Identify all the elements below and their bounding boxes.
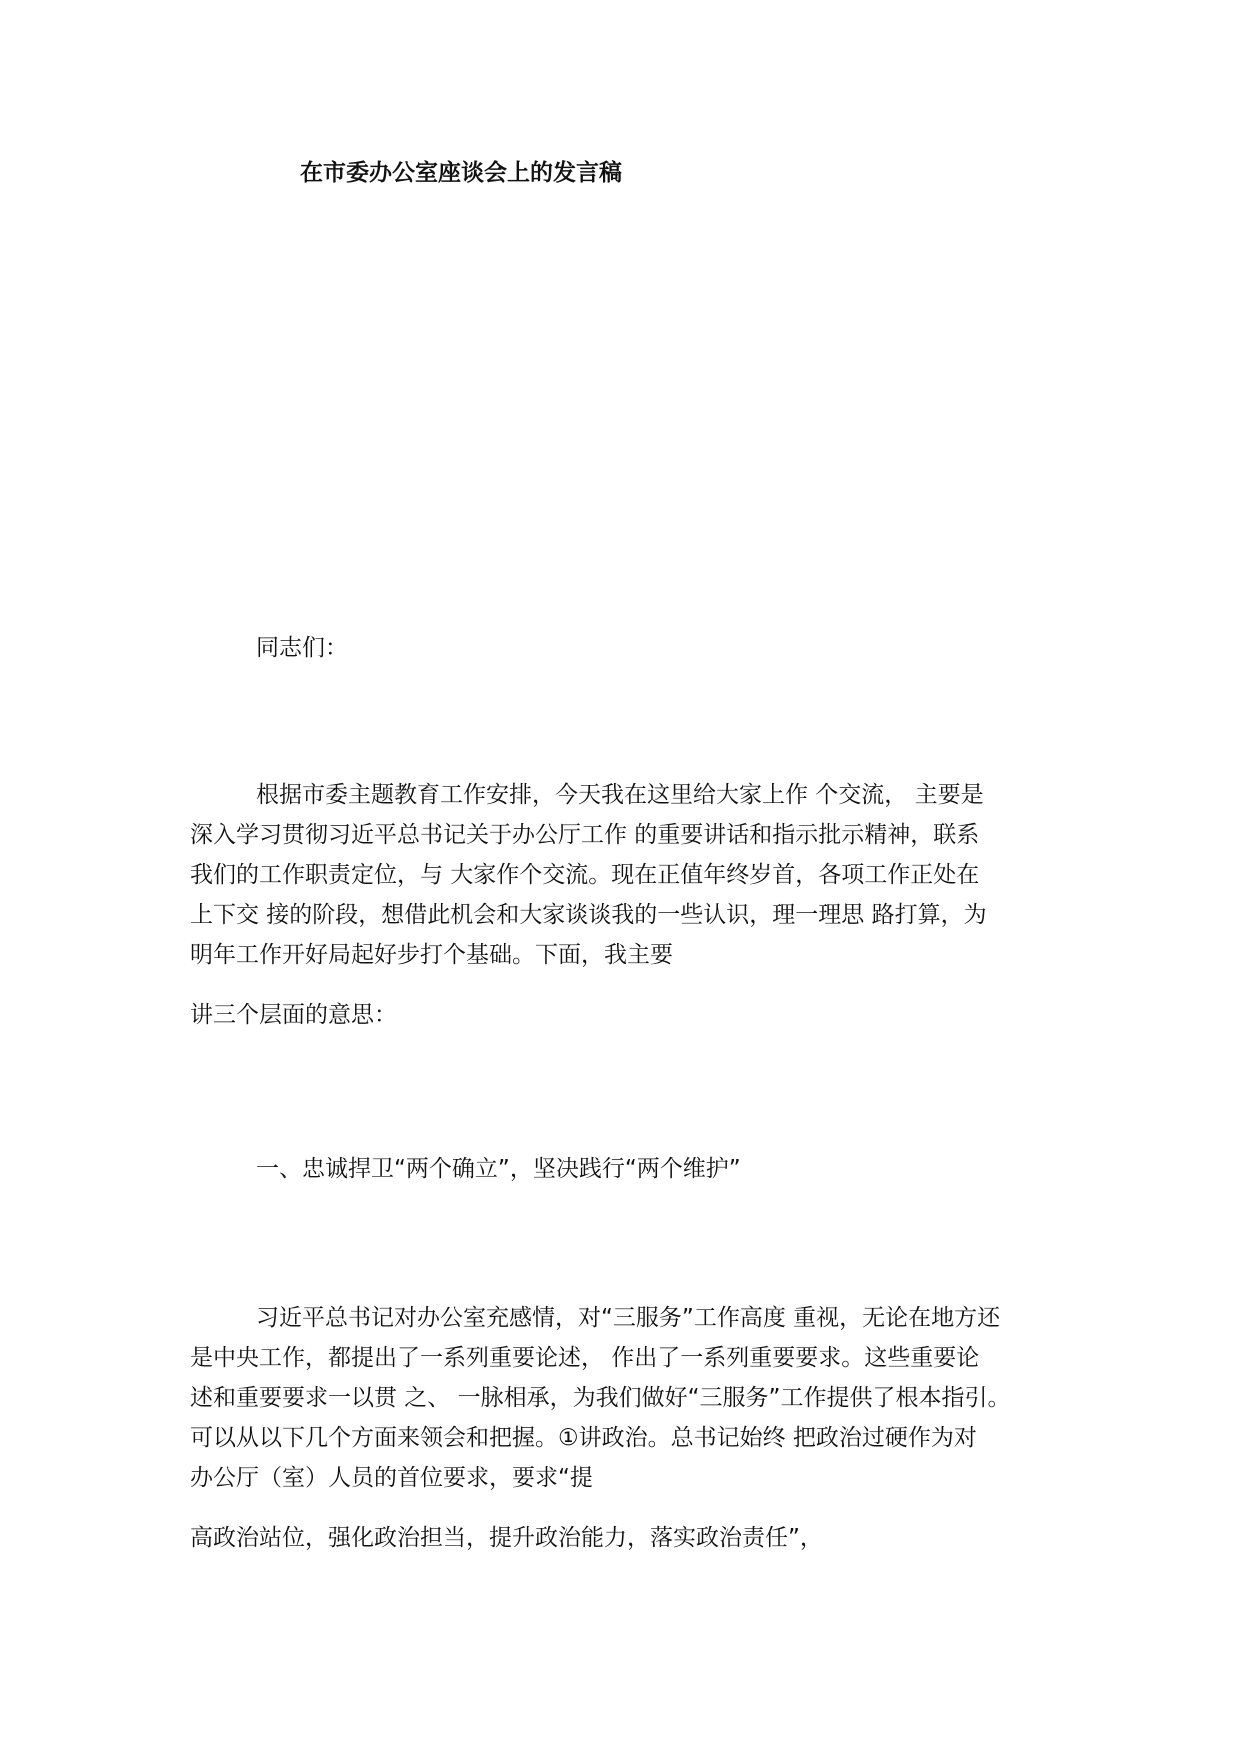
paragraph-line: 上下交 接的阶段，想借此机会和大家谈谈我的一些认识，理一理思 路打算，为	[190, 902, 987, 928]
salutation: 同志们：	[256, 635, 348, 661]
paragraph-line: 述和重要要求一以贯 之、 一脉相承，为我们做好“三服务”工作提供了根本指引。	[190, 1385, 1011, 1411]
paragraph-line: 可以从以下几个方面来领会和把握。①讲政治。总书记始终 把政治过硬作为对	[190, 1425, 977, 1451]
paragraph-line: 是中央工作，都提出了一系列重要论述， 作出了一系列重要要求。这些重要论	[190, 1345, 980, 1371]
paragraph-line: 我们的工作职责定位，与 大家作个交流。现在正值年终岁首，各项工作正处在	[190, 862, 980, 888]
paragraph-line: 根据市委主题教育工作安排，今天我在这里给大家上作 个交流， 主要是	[256, 782, 984, 808]
paragraph-1	[190, 775, 1060, 975]
section-heading-1: 一、忠诚捍卫“两个确立”，坚决践行“两个维护”	[256, 1156, 741, 1182]
paragraph-line: 深入学习贯彻习近平总书记关于办公厅工作 的重要讲话和指示批示精神，联系	[190, 822, 980, 848]
paragraph-1-tail: 讲三个层面的意思：	[190, 1002, 397, 1028]
paragraph-2-tail: 高政治站位，强化政治担当，提升政治能力，落实政治责任”，	[190, 1525, 823, 1551]
paragraph-line: 明年工作开好局起好步打个基础。下面，我主要	[190, 942, 673, 968]
paragraph-2	[190, 1298, 1060, 1498]
paragraph-line: 办公厅（室）人员的首位要求，要求“提	[190, 1465, 593, 1491]
paragraph-line: 习近平总书记对办公室充感情，对“三服务”工作高度 重视，无论在地方还	[256, 1305, 1001, 1331]
document-title: 在市委办公室座谈会上的发言稿	[300, 160, 622, 186]
